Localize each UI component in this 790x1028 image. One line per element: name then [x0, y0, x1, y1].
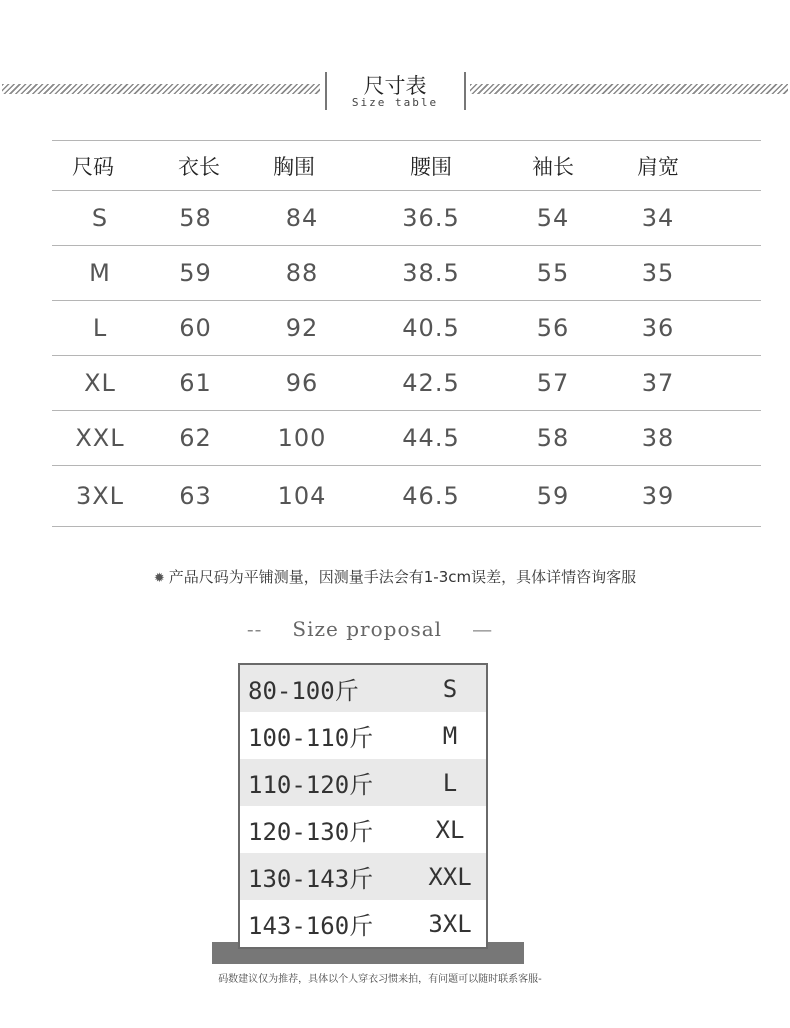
- table-cell: 104: [277, 482, 327, 510]
- header-divider-right: [464, 72, 466, 110]
- table-cell: 58: [536, 424, 570, 452]
- header-cell-length: 衣长: [178, 154, 220, 179]
- table-cell: S: [91, 204, 109, 232]
- proposal-row: [240, 759, 486, 806]
- proposal-title: Size proposal: [292, 617, 443, 641]
- table-cell: 100: [277, 424, 327, 452]
- table-cell: 58: [179, 204, 212, 232]
- header-cell-size: 尺码: [72, 154, 114, 179]
- table-cell: 62: [179, 424, 212, 452]
- table-row: [52, 356, 761, 411]
- table-cell: 42.5: [402, 369, 460, 397]
- header-hatch-right: [470, 84, 788, 94]
- table-row: [52, 191, 761, 246]
- proposal-row: [240, 806, 486, 853]
- size-proposal-table: [238, 663, 488, 949]
- recommended-size: 3XL: [428, 909, 472, 938]
- table-row: [52, 411, 761, 466]
- table-row: [52, 466, 761, 527]
- proposal-row: [240, 665, 486, 712]
- size-table-header: [52, 141, 761, 191]
- proposal-heading: [0, 617, 740, 641]
- weight-range: 143-160斤: [248, 912, 374, 940]
- table-cell: 59: [536, 482, 570, 510]
- table-cell: 61: [179, 369, 212, 397]
- table-cell: 44.5: [402, 424, 460, 452]
- table-cell: 88: [285, 259, 319, 287]
- table-cell: 39: [641, 482, 675, 510]
- heading-dash-left: --: [246, 617, 263, 641]
- recommended-size: M: [442, 721, 458, 750]
- table-cell: 92: [285, 314, 319, 342]
- header-hatch-left: [2, 84, 320, 94]
- weight-range: 130-143斤: [248, 865, 374, 893]
- table-cell: 35: [641, 259, 675, 287]
- table-cell: 55: [536, 259, 570, 287]
- size-table: [52, 140, 761, 527]
- proposal-row: [240, 853, 486, 900]
- table-cell: 96: [285, 369, 319, 397]
- recommended-size: XL: [435, 815, 465, 844]
- table-cell: 54: [536, 204, 570, 232]
- weight-range: 100-110斤: [248, 724, 374, 752]
- weight-range: 80-100斤: [248, 677, 359, 705]
- table-cell: 37: [641, 369, 675, 397]
- star-icon: ✹: [153, 571, 165, 586]
- table-cell: 84: [285, 204, 319, 232]
- table-cell: L: [92, 314, 108, 342]
- measurement-note-text: 产品尺码为平铺测量，因测量手法会有1-3cm误差，具体详情咨询客服: [168, 568, 637, 586]
- table-row: [52, 301, 761, 356]
- header-cell-chest: 胸围: [273, 154, 315, 179]
- weight-range: 120-130斤: [248, 818, 374, 846]
- table-cell: 59: [179, 259, 212, 287]
- header-cell-shoulder: 肩宽: [637, 154, 679, 179]
- table-cell: XL: [84, 369, 116, 397]
- header-divider-left: [325, 72, 327, 110]
- table-cell: 38.5: [402, 259, 460, 287]
- header-cell-sleeve: 袖长: [532, 154, 574, 179]
- table-cell: 63: [179, 482, 212, 510]
- table-cell: 60: [179, 314, 212, 342]
- table-cell: 40.5: [402, 314, 460, 342]
- page-title: 尺寸表: [363, 74, 427, 98]
- table-cell: 34: [641, 204, 675, 232]
- recommended-size: S: [442, 674, 458, 703]
- proposal-row: [240, 712, 486, 759]
- footer-note: 码数建议仅为推荐，具体以个人穿衣习惯来拍，有问题可以随时联系客服-: [218, 974, 542, 985]
- table-cell: 3XL: [75, 482, 125, 510]
- header-cell-waist: 腰围: [410, 154, 452, 179]
- table-row: [52, 246, 761, 301]
- table-cell: 56: [536, 314, 570, 342]
- weight-range: 110-120斤: [248, 771, 374, 799]
- table-cell: 46.5: [402, 482, 460, 510]
- table-cell: 38: [641, 424, 675, 452]
- table-cell: 57: [536, 369, 570, 397]
- page-subtitle: Size table: [351, 96, 439, 109]
- proposal-row: [240, 900, 486, 947]
- table-cell: 36: [641, 314, 675, 342]
- table-cell: XXL: [75, 424, 125, 452]
- table-cell: 36.5: [402, 204, 460, 232]
- table-cell: M: [89, 259, 111, 287]
- heading-dash-right: —: [472, 617, 494, 641]
- measurement-note: [0, 566, 790, 587]
- recommended-size: L: [442, 768, 458, 797]
- recommended-size: XXL: [428, 862, 472, 891]
